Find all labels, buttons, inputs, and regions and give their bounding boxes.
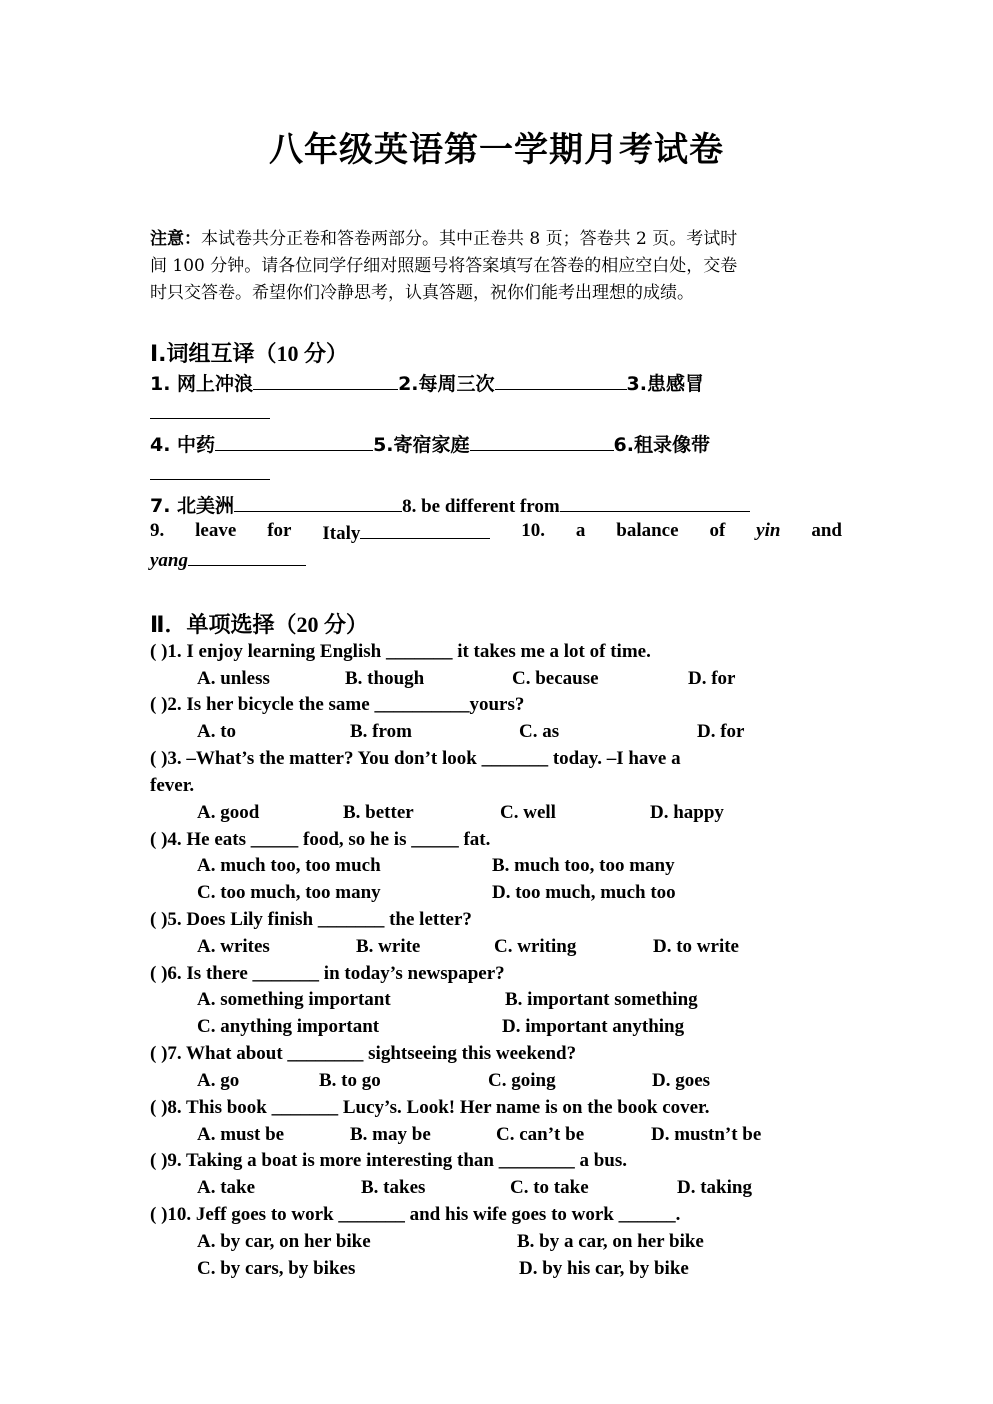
answer-blank: [150, 461, 270, 480]
question-3-stem-cont: fever.: [150, 775, 195, 796]
question-2-option-c: C. as: [519, 721, 560, 742]
question-6-option-b: B. important something: [505, 989, 698, 1010]
question-1-stem: ( )1. I enjoy learning English _______ it takes me a lot of time.: [150, 641, 651, 662]
question-5-option-b: B. write: [356, 936, 421, 957]
question-5-option-c: C. writing: [494, 936, 577, 957]
question-5-option-d: D. to write: [653, 936, 739, 957]
page-title: 八年级英语第一学期月考试卷: [269, 130, 724, 170]
question-7-option-d: D. goes: [652, 1070, 711, 1091]
answer-blank: [495, 371, 627, 390]
item-q8: 8. be different from: [402, 496, 560, 517]
question-7-stem: ( )7. What about ________ sightseeing this weekend?: [150, 1043, 577, 1064]
question-2-option-d: D. for: [697, 721, 745, 742]
notice-paragraph: [150, 226, 850, 307]
question-5-stem: ( )5. Does Lily finish _______ the letter?: [150, 909, 472, 930]
question-8-option-d: D. mustn’t be: [651, 1124, 762, 1145]
question-2-option-b: B. from: [350, 721, 412, 742]
item-q1: 1. 网上冲浪: [150, 373, 254, 395]
section-1-row-5: yang: [150, 547, 306, 572]
question-8-stem: ( )8. This book _______ Lucy’s. Look! Her name is on the book cover.: [150, 1097, 710, 1118]
question-6-stem: ( )6. Is there _______ in today’s newspaper?: [150, 963, 505, 984]
question-4-option-c: C. too much, too many: [197, 882, 381, 903]
answer-blank: [253, 371, 398, 390]
answer-blank: [215, 432, 373, 451]
question-3-option-a: A. good: [197, 802, 260, 823]
question-3-option-b: B. better: [343, 802, 414, 823]
question-9-option-b: B. takes: [361, 1177, 426, 1198]
notice-line-3: 时只交答卷。希望你们冷静思考，认真答题，祝你们能考出理想的成绩。: [150, 283, 694, 303]
question-4-option-d: D. too much, much too: [492, 882, 676, 903]
section-1-row-2: [150, 430, 710, 457]
item-q6: 6.租录像带: [613, 434, 710, 456]
section-1-heading: Ⅰ.词组互译（10 分）: [150, 341, 349, 367]
answer-blank: [234, 493, 402, 512]
question-8-option-c: C. can’t be: [496, 1124, 585, 1145]
question-10-stem: ( )10. Jeff goes to work _______ and his wife goes to work ______.: [150, 1204, 681, 1225]
item-q3: 3.患感冒: [626, 373, 704, 395]
question-2-stem: ( )2. Is her bicycle the same __________yours?: [150, 694, 525, 715]
question-9-option-c: C. to take: [510, 1177, 589, 1198]
section-1-row-4: 9. leave for Italy 10. a balance of yin and: [150, 520, 842, 544]
question-10-option-c: C. by cars, by bikes: [197, 1258, 356, 1279]
question-10-option-a: A. by car, on her bike: [197, 1231, 371, 1252]
question-7-option-c: C. going: [488, 1070, 556, 1091]
notice-line-2: 间 100 分钟。请各位同学仔细对照题号将答案填写在答卷的相应空白处，交卷: [150, 256, 738, 276]
question-1-option-c: C. because: [512, 668, 599, 689]
question-8-option-b: B. may be: [350, 1124, 431, 1145]
section-2-heading: Ⅱ．单项选择（20 分）: [150, 612, 369, 638]
question-5-option-a: A. writes: [197, 936, 270, 957]
section-1-row-2-wrap: [150, 461, 270, 486]
section-1-row-1-wrap: [150, 400, 270, 425]
notice-label: 注意：: [150, 229, 201, 249]
question-3-option-c: C. well: [500, 802, 556, 823]
item-q4: 4. 中药: [150, 434, 216, 456]
answer-blank: [470, 432, 614, 451]
answer-blank: [150, 400, 270, 419]
answer-blank: [360, 520, 490, 539]
question-1-option-b: B. though: [345, 668, 425, 689]
question-6-option-a: A. something important: [197, 989, 391, 1010]
question-10-option-b: B. by a car, on her bike: [517, 1231, 704, 1252]
item-q2: 2.每周三次: [398, 373, 495, 395]
notice-line-1: 本试卷共分正卷和答卷两部分。其中正卷共 8 页；答卷共 2 页。考试时: [201, 229, 738, 249]
question-2-option-a: A. to: [197, 721, 237, 742]
question-3-stem: ( )3. –What’s the matter? You don’t look _______ today. –I have a: [150, 748, 681, 769]
item-q5: 5.寄宿家庭: [373, 434, 470, 456]
question-6-option-d: D. important anything: [502, 1016, 685, 1037]
question-10-option-d: D. by his car, by bike: [519, 1258, 689, 1279]
answer-blank: [188, 547, 306, 566]
question-9-option-d: D. taking: [677, 1177, 752, 1198]
question-9-stem: ( )9. Taking a boat is more interesting than ________ a bus.: [150, 1150, 628, 1171]
section-1-row-3: [150, 491, 750, 518]
question-8-option-a: A. must be: [197, 1124, 285, 1145]
question-4-stem: ( )4. He eats _____ food, so he is _____ fat.: [150, 829, 491, 850]
question-4-option-a: A. much too, too much: [197, 855, 381, 876]
question-1-option-d: D. for: [688, 668, 736, 689]
question-7-option-a: A. go: [197, 1070, 240, 1091]
question-4-option-b: B. much too, too many: [492, 855, 675, 876]
question-6-option-c: C. anything important: [197, 1016, 380, 1037]
item-q7: 7. 北美洲: [150, 495, 235, 517]
question-1-option-a: A. unless: [197, 668, 270, 689]
section-1-row-1: [150, 369, 704, 396]
answer-blank: [560, 493, 750, 512]
question-9-option-a: A. take: [197, 1177, 256, 1198]
question-3-option-d: D. happy: [650, 802, 724, 823]
question-7-option-b: B. to go: [319, 1070, 381, 1091]
